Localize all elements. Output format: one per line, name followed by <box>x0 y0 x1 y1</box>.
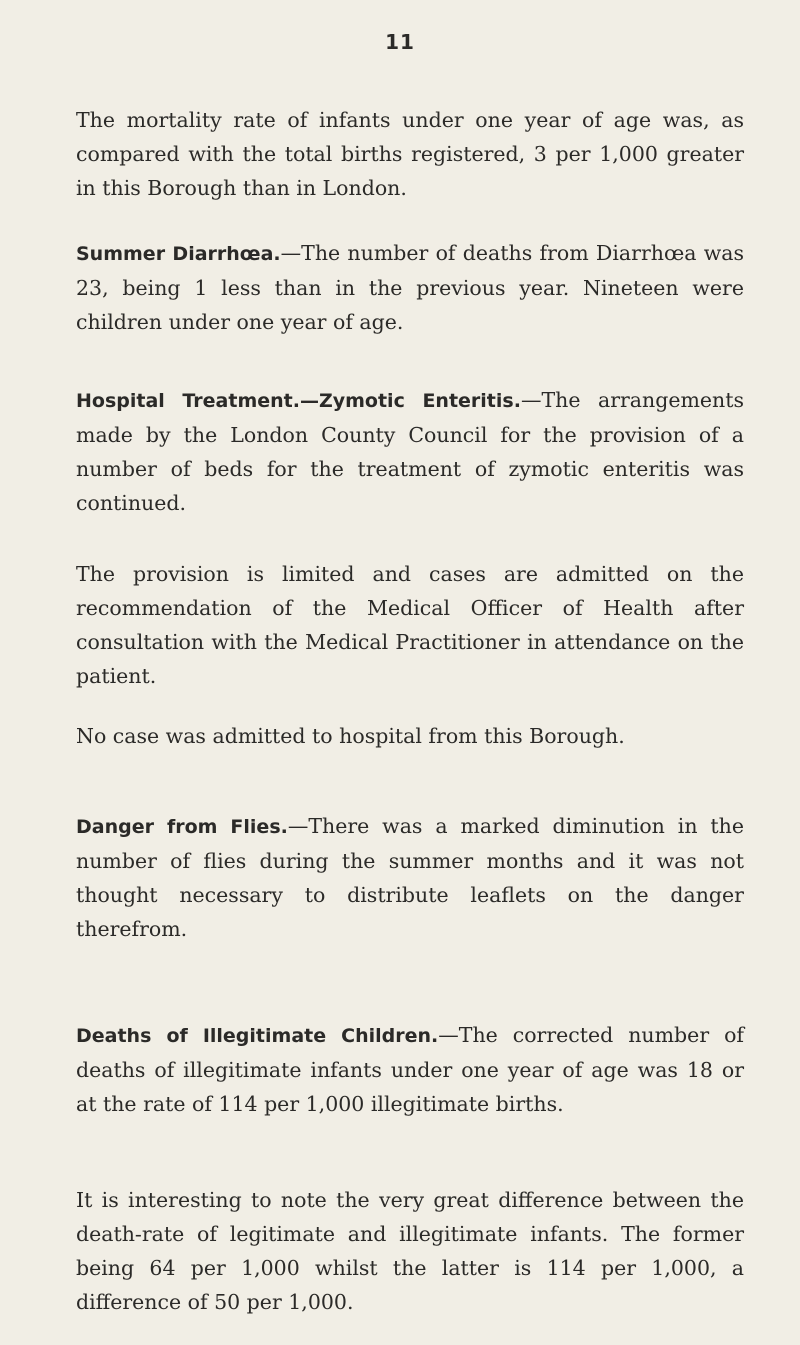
page-number: 11 <box>385 30 415 54</box>
paragraph-provision-limited <box>76 557 744 693</box>
paragraph-text: No case was admitted to hospital from this Borough. <box>76 724 625 748</box>
paragraph-text: It is interesting to note the very great difference between the death-rate of legitimate and illegitimate infants. The former being 64 per 1,000 whilst the latter is 114 per 1,000, a difference of 50 per 1,000. <box>76 1188 744 1314</box>
paragraph-infant-mortality <box>76 103 744 205</box>
paragraph-difference <box>76 1183 744 1319</box>
paragraph-text: —The number of deaths from Diarrhœa was 23, being 1 less than in the previous year. Nineteen were children under one year of age. <box>76 241 744 334</box>
paragraph-illegitimate-deaths <box>76 1018 744 1121</box>
paragraph-summer-diarrhoea <box>76 236 744 339</box>
paragraph-no-case <box>76 719 744 753</box>
section-heading: Deaths of Illegitimate Children. <box>76 1025 439 1047</box>
paragraph-danger-flies <box>76 809 744 946</box>
paragraph-text: The provision is limited and cases are admitted on the recommendation of the Medical Officer of Health after consultation with the Medical Practitioner in attendance on the patient. <box>76 562 744 688</box>
section-heading: Summer Diarrhœa. <box>76 243 281 265</box>
section-heading: Hospital Treatment.—Zymotic Enteritis. <box>76 390 521 412</box>
section-heading: Danger from Flies. <box>76 816 288 838</box>
paragraph-text: —The corrected number of deaths of illegitimate infants under one year of age was 18 or at the rate of 114 per 1,000 illegitimate births. <box>76 1023 744 1116</box>
paragraph-text: —The arrangements made by the London County Council for the provision of a number of beds for the treatment of zymotic enteritis was continued. <box>76 388 744 515</box>
paragraph-text: —There was a marked diminution in the number of flies during the summer months and it was not thought necessary to distribute leaflets on the danger therefrom. <box>76 814 744 941</box>
paragraph-hospital-treatment <box>76 383 744 520</box>
paragraph-text: The mortality rate of infants under one year of age was, as compared with the total births registered, 3 per 1,000 greater in this Borough than in London. <box>76 108 744 200</box>
